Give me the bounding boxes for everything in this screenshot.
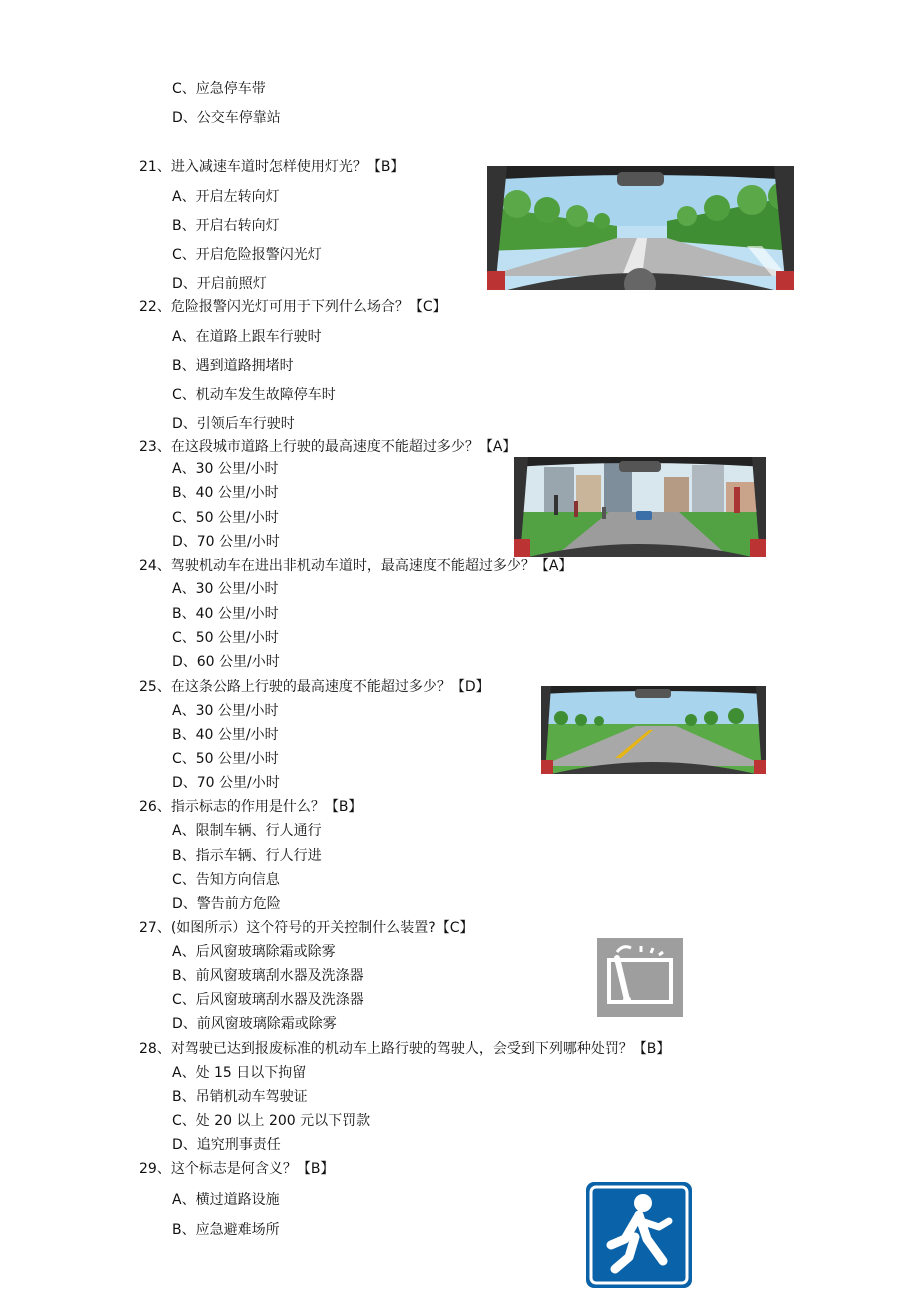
- q27-question: 27、(如图所示）这个符号的开关控制什么装置?【C】: [139, 920, 474, 936]
- q25-option-a: A、30 公里/小时: [172, 703, 279, 719]
- q21-question: 21、进入减速车道时怎样使用灯光？【B】: [139, 159, 405, 175]
- q26-question: 26、指示标志的作用是什么？【B】: [139, 799, 363, 815]
- q29-option-a: A、横过道路设施: [172, 1192, 280, 1208]
- q24-option-c: C、50 公里/小时: [172, 630, 279, 646]
- q21-option-a: A、开启左转向灯: [172, 189, 280, 205]
- q28-question: 28、对驾驶已达到报废标准的机动车上路行驶的驾驶人，会受到下列哪种处罚？【B】: [139, 1041, 671, 1057]
- q25-option-b: B、40 公里/小时: [172, 727, 279, 743]
- q26-option-d: D、警告前方危险: [172, 896, 281, 912]
- q27-option-d: D、前风窗玻璃除霜或除雾: [172, 1016, 337, 1032]
- q25-option-d: D、70 公里/小时: [172, 775, 280, 791]
- q21-option-d: D、开启前照灯: [172, 276, 267, 292]
- q27-option-c: C、后风窗玻璃刮水器及洗涤器: [172, 992, 364, 1008]
- q28-option-a: A、处 15 日以下拘留: [172, 1065, 307, 1081]
- q25-option-c: C、50 公里/小时: [172, 751, 279, 767]
- q24-option-a: A、30 公里/小时: [172, 581, 279, 597]
- q22-option-b: B、遇到道路拥堵时: [172, 358, 294, 374]
- q28-option-b: B、吊销机动车驾驶证: [172, 1089, 308, 1105]
- q20-option-d: D、公交车停靠站: [172, 110, 281, 126]
- q21-option-c: C、开启危险报警闪光灯: [172, 247, 322, 263]
- q22-question: 22、危险报警闪光灯可用于下列什么场合？【C】: [139, 299, 447, 315]
- q21-option-b: B、开启右转向灯: [172, 218, 280, 234]
- q23-option-c: C、50 公里/小时: [172, 510, 279, 526]
- emergency-shelter-sign: [585, 1181, 693, 1289]
- q22-option-c: C、机动车发生故障停车时: [172, 387, 336, 403]
- q22-option-d: D、引领后车行驶时: [172, 416, 295, 432]
- q28-option-c: C、处 20 以上 200 元以下罚款: [172, 1113, 371, 1129]
- windshield-view-image: [487, 166, 794, 290]
- q27-option-b: B、前风窗玻璃刮水器及洗涤器: [172, 968, 364, 984]
- q24-option-b: B、40 公里/小时: [172, 606, 279, 622]
- q28-option-d: D、追究刑事责任: [172, 1137, 281, 1153]
- q24-option-d: D、60 公里/小时: [172, 654, 280, 670]
- q24-question: 24、驾驶机动车在进出非机动车道时，最高速度不能超过多少？【A】: [139, 558, 573, 574]
- q27-option-a: A、后风窗玻璃除霜或除雾: [172, 944, 336, 960]
- city-road-image: [514, 457, 766, 557]
- q29-question: 29、这个标志是何含义？【B】: [139, 1161, 335, 1177]
- highway-image: [541, 686, 766, 774]
- q26-option-c: C、告知方向信息: [172, 872, 280, 888]
- q25-question: 25、在这条公路上行驶的最高速度不能超过多少？【D】: [139, 679, 490, 695]
- rear-wiper-icon: [597, 938, 683, 1017]
- q26-option-a: A、限制车辆、行人通行: [172, 823, 322, 839]
- q22-option-a: A、在道路上跟车行驶时: [172, 329, 322, 345]
- q20-option-c: C、应急停车带: [172, 81, 266, 97]
- q23-option-d: D、70 公里/小时: [172, 534, 280, 550]
- q23-option-a: A、30 公里/小时: [172, 461, 279, 477]
- q23-question: 23、在这段城市道路上行驶的最高速度不能超过多少？【A】: [139, 439, 517, 455]
- q26-option-b: B、指示车辆、行人行进: [172, 848, 322, 864]
- q23-option-b: B、40 公里/小时: [172, 485, 279, 501]
- q29-option-b: B、应急避难场所: [172, 1222, 280, 1238]
